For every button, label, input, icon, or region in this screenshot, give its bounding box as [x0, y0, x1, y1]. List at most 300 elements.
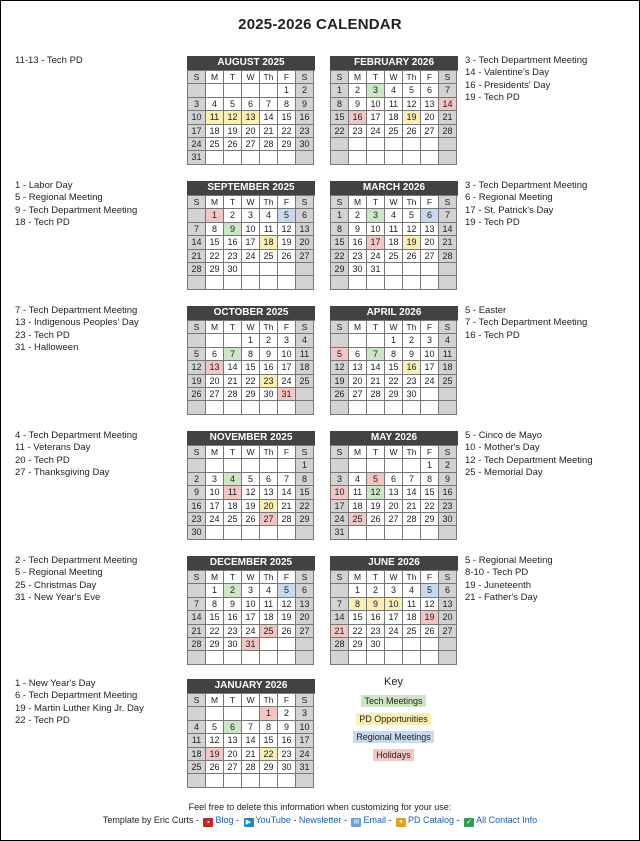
day-cell: 19: [421, 611, 439, 624]
day-cell: 14: [188, 611, 206, 624]
day-cell: 8: [206, 598, 224, 611]
day-cell: 11: [260, 598, 278, 611]
weekday-header: Th: [260, 321, 278, 334]
empty-cell: [439, 638, 457, 651]
blog-link[interactable]: Blog: [215, 815, 234, 825]
day-cell: 9: [367, 598, 385, 611]
day-cell: 19: [278, 611, 296, 624]
day-cell: 22: [421, 500, 439, 513]
empty-cell: [278, 459, 296, 472]
month-events: [465, 180, 640, 230]
day-cell: 18: [224, 500, 242, 513]
day-cell: 24: [188, 138, 206, 151]
event-item: 27 - Thanksgiving Day: [15, 467, 110, 479]
day-cell: 21: [439, 236, 457, 249]
day-cell: 3: [385, 584, 403, 597]
weekday-header: W: [242, 71, 260, 84]
day-cell: 12: [278, 598, 296, 611]
day-cell: 17: [278, 361, 296, 374]
day-cell: 6: [206, 348, 224, 361]
day-cell: 28: [260, 138, 278, 151]
day-cell: 24: [242, 625, 260, 638]
month-grid: [330, 570, 458, 665]
empty-cell: [224, 276, 242, 289]
weekday-header: F: [278, 571, 296, 584]
day-cell: 21: [439, 111, 457, 124]
month-grid: [330, 70, 458, 165]
month-grid: [187, 195, 315, 290]
empty-cell: [296, 651, 314, 664]
day-cell: 21: [260, 125, 278, 138]
empty-cell: [242, 707, 260, 720]
day-cell: 2: [224, 209, 242, 222]
empty-cell: [206, 651, 224, 664]
day-cell: 27: [224, 761, 242, 774]
month-events: [15, 678, 193, 728]
day-cell: 23: [403, 375, 421, 388]
month-events: [15, 180, 193, 230]
day-cell: 23: [439, 500, 457, 513]
day-cell: 22: [206, 625, 224, 638]
month-title: JUNE 2026: [330, 556, 458, 570]
day-cell: 3: [367, 84, 385, 97]
day-cell: 3: [242, 584, 260, 597]
empty-cell: [421, 276, 439, 289]
day-cell: 25: [385, 125, 403, 138]
day-cell: 16: [367, 611, 385, 624]
empty-cell: [296, 401, 314, 414]
day-cell: 10: [278, 348, 296, 361]
day-cell: 26: [367, 513, 385, 526]
month-title: JANUARY 2026: [187, 679, 315, 693]
month-events: [465, 55, 640, 105]
day-cell: 10: [242, 223, 260, 236]
page-title: 2025-2026 CALENDAR: [238, 16, 402, 33]
day-cell: 16: [260, 361, 278, 374]
day-cell: 30: [439, 513, 457, 526]
day-cell: 27: [439, 625, 457, 638]
youtube-link[interactable]: YouTube: [255, 815, 291, 825]
day-cell: 7: [278, 473, 296, 486]
day-cell: 14: [278, 486, 296, 499]
month-events: [465, 555, 640, 605]
weekday-header: T: [367, 71, 385, 84]
empty-cell: [385, 651, 403, 664]
day-cell: 4: [385, 84, 403, 97]
weekday-header: T: [224, 71, 242, 84]
weekday-header: S: [296, 694, 314, 707]
empty-cell: [260, 459, 278, 472]
day-cell: 24: [206, 513, 224, 526]
event-item: 18 - Tech PD: [15, 217, 70, 229]
day-cell: 20: [296, 611, 314, 624]
empty-cell: [421, 651, 439, 664]
empty-cell: [278, 651, 296, 664]
month-title: NOVEMBER 2025: [187, 431, 315, 445]
event-item: 12 - Tech Department Meeting: [465, 454, 593, 466]
day-cell: 22: [296, 500, 314, 513]
weekday-header: S: [188, 571, 206, 584]
weekday-header: W: [242, 321, 260, 334]
day-cell: 23: [188, 513, 206, 526]
empty-cell: [421, 638, 439, 651]
day-cell: 30: [260, 388, 278, 401]
day-cell: 18: [188, 748, 206, 761]
empty-cell: [206, 707, 224, 720]
empty-cell: [403, 276, 421, 289]
day-cell: 7: [439, 84, 457, 97]
separator: -: [293, 815, 297, 825]
empty-cell: [260, 526, 278, 539]
day-cell: 1: [278, 84, 296, 97]
day-cell: 16: [439, 486, 457, 499]
day-cell: 22: [206, 250, 224, 263]
day-cell: 26: [278, 250, 296, 263]
day-cell: 1: [260, 707, 278, 720]
day-cell: 8: [385, 348, 403, 361]
weekday-header: S: [439, 571, 457, 584]
day-cell: 8: [296, 473, 314, 486]
day-cell: 16: [349, 236, 367, 249]
weekday-header: T: [367, 571, 385, 584]
weekday-header: F: [278, 694, 296, 707]
month-calendar: [187, 306, 315, 415]
day-cell: 29: [278, 138, 296, 151]
day-cell: 2: [439, 459, 457, 472]
day-cell: 10: [331, 486, 349, 499]
day-cell: 13: [385, 486, 403, 499]
day-cell: 26: [403, 125, 421, 138]
empty-cell: [403, 638, 421, 651]
day-cell: 23: [278, 748, 296, 761]
empty-cell: [296, 276, 314, 289]
day-cell: 11: [260, 223, 278, 236]
contact-link[interactable]: All Contact Info: [476, 815, 538, 825]
weekday-header: M: [349, 321, 367, 334]
weekday-header: T: [224, 196, 242, 209]
day-cell: 30: [367, 638, 385, 651]
month-grid: [187, 693, 315, 788]
empty-cell: [260, 401, 278, 414]
day-cell: 30: [403, 388, 421, 401]
day-cell: 29: [242, 388, 260, 401]
day-cell: 28: [188, 263, 206, 276]
day-cell: 4: [260, 209, 278, 222]
day-cell: 3: [296, 707, 314, 720]
weekday-header: S: [331, 71, 349, 84]
empty-cell: [224, 459, 242, 472]
weekday-header: S: [331, 321, 349, 334]
day-cell: 14: [331, 611, 349, 624]
day-cell: 26: [278, 625, 296, 638]
day-cell: 4: [188, 721, 206, 734]
day-cell: 30: [224, 638, 242, 651]
day-cell: 30: [349, 263, 367, 276]
day-cell: 13: [224, 734, 242, 747]
empty-cell: [367, 151, 385, 164]
empty-cell: [403, 459, 421, 472]
day-cell: 12: [403, 98, 421, 111]
day-cell: 11: [385, 223, 403, 236]
day-cell: 11: [188, 734, 206, 747]
day-cell: 4: [296, 334, 314, 347]
weekday-header: M: [206, 694, 224, 707]
empty-cell: [260, 276, 278, 289]
month-grid: [187, 320, 315, 415]
day-cell: 26: [421, 625, 439, 638]
day-cell: 9: [349, 223, 367, 236]
day-cell: 5: [242, 473, 260, 486]
day-cell: 5: [224, 98, 242, 111]
weekday-header: S: [439, 321, 457, 334]
day-cell: 28: [439, 250, 457, 263]
day-cell: 19: [242, 500, 260, 513]
day-cell: 16: [349, 111, 367, 124]
event-item: 16 - Presidents' Day: [465, 79, 551, 91]
day-cell: 3: [278, 334, 296, 347]
empty-cell: [349, 276, 367, 289]
day-cell: 13: [421, 98, 439, 111]
empty-cell: [260, 651, 278, 664]
weekday-header: T: [224, 446, 242, 459]
day-cell: 19: [367, 500, 385, 513]
day-cell: 5: [278, 209, 296, 222]
day-cell: 11: [403, 598, 421, 611]
weekday-header: M: [206, 446, 224, 459]
day-cell: 27: [206, 388, 224, 401]
day-cell: 1: [385, 334, 403, 347]
empty-cell: [385, 401, 403, 414]
day-cell: 4: [260, 584, 278, 597]
event-item: 31 - New Year's Eve: [15, 592, 101, 604]
month-calendar: [187, 181, 315, 290]
day-cell: 25: [224, 513, 242, 526]
month-title: SEPTEMBER 2025: [187, 181, 315, 195]
footer-note: Feel free to delete this information when customizing for your use:: [188, 802, 452, 812]
day-cell: 27: [242, 138, 260, 151]
empty-cell: [278, 526, 296, 539]
day-cell: 9: [278, 721, 296, 734]
empty-cell: [385, 263, 403, 276]
empty-cell: [260, 84, 278, 97]
day-cell: 19: [331, 375, 349, 388]
pd-catalog-link[interactable]: PD Catalog: [408, 815, 455, 825]
empty-cell: [224, 151, 242, 164]
day-cell: 13: [242, 111, 260, 124]
empty-cell: [421, 526, 439, 539]
day-cell: 28: [224, 388, 242, 401]
day-cell: 1: [296, 459, 314, 472]
weekday-header: Th: [260, 71, 278, 84]
day-cell: 15: [260, 734, 278, 747]
day-cell: 9: [188, 486, 206, 499]
day-cell: 27: [260, 513, 278, 526]
weekday-header: T: [367, 196, 385, 209]
empty-cell: [224, 401, 242, 414]
day-cell: 24: [296, 748, 314, 761]
weekday-header: Th: [403, 71, 421, 84]
weekday-header: Th: [403, 446, 421, 459]
day-cell: 29: [349, 638, 367, 651]
day-cell: 13: [439, 598, 457, 611]
empty-cell: [206, 334, 224, 347]
day-cell: 30: [224, 263, 242, 276]
day-cell: 31: [188, 151, 206, 164]
event-item: 10 - Mother's Day: [465, 442, 540, 454]
empty-cell: [188, 651, 206, 664]
day-cell: 29: [296, 513, 314, 526]
day-cell: 29: [385, 388, 403, 401]
day-cell: 29: [421, 513, 439, 526]
weekday-header: S: [439, 71, 457, 84]
weekday-header: S: [188, 196, 206, 209]
empty-cell: [260, 638, 278, 651]
day-cell: 1: [206, 209, 224, 222]
day-cell: 22: [260, 748, 278, 761]
empty-cell: [242, 526, 260, 539]
empty-cell: [206, 276, 224, 289]
day-cell: 5: [367, 473, 385, 486]
empty-cell: [367, 401, 385, 414]
day-cell: 18: [260, 611, 278, 624]
day-cell: 3: [367, 209, 385, 222]
day-cell: 25: [385, 250, 403, 263]
empty-cell: [224, 84, 242, 97]
day-cell: 21: [331, 625, 349, 638]
empty-cell: [242, 401, 260, 414]
empty-cell: [439, 388, 457, 401]
day-cell: 4: [206, 98, 224, 111]
empty-cell: [242, 263, 260, 276]
day-cell: 16: [224, 611, 242, 624]
day-cell: 7: [403, 473, 421, 486]
event-item: 3 - Tech Department Meeting: [465, 55, 588, 66]
day-cell: 4: [439, 334, 457, 347]
day-cell: 10: [296, 721, 314, 734]
empty-cell: [421, 263, 439, 276]
empty-cell: [260, 774, 278, 787]
day-cell: 12: [188, 361, 206, 374]
month-calendar: [187, 56, 315, 165]
day-cell: 3: [331, 473, 349, 486]
day-cell: 10: [188, 111, 206, 124]
weekday-header: Th: [260, 196, 278, 209]
empty-cell: [278, 263, 296, 276]
weekday-header: M: [349, 71, 367, 84]
day-cell: 7: [367, 348, 385, 361]
month-events: [15, 305, 193, 355]
day-cell: 17: [367, 111, 385, 124]
weekday-header: M: [349, 571, 367, 584]
empty-cell: [349, 334, 367, 347]
weekday-header: W: [242, 694, 260, 707]
day-cell: 9: [224, 223, 242, 236]
day-cell: 4: [224, 473, 242, 486]
weekday-header: Th: [260, 446, 278, 459]
day-cell: 17: [331, 500, 349, 513]
weekday-header: W: [385, 196, 403, 209]
day-cell: 20: [296, 236, 314, 249]
month-title: MARCH 2026: [330, 181, 458, 195]
day-cell: 6: [421, 209, 439, 222]
day-cell: 18: [296, 361, 314, 374]
day-cell: 6: [224, 721, 242, 734]
day-cell: 10: [421, 348, 439, 361]
day-cell: 6: [242, 98, 260, 111]
day-cell: 1: [331, 84, 349, 97]
day-cell: 8: [421, 473, 439, 486]
day-cell: 3: [188, 98, 206, 111]
day-cell: 22: [331, 125, 349, 138]
day-cell: 12: [421, 598, 439, 611]
empty-cell: [439, 263, 457, 276]
day-cell: 11: [296, 348, 314, 361]
empty-cell: [296, 263, 314, 276]
month-title: APRIL 2026: [330, 306, 458, 320]
day-cell: 22: [242, 375, 260, 388]
day-cell: 6: [439, 584, 457, 597]
email-link[interactable]: Email: [363, 815, 386, 825]
day-cell: 2: [403, 334, 421, 347]
day-cell: 6: [349, 348, 367, 361]
empty-cell: [224, 707, 242, 720]
day-cell: 19: [403, 236, 421, 249]
event-item: 5 - Cinco de Mayo: [465, 430, 543, 441]
newsletter-link[interactable]: Newsletter: [298, 815, 342, 825]
day-cell: 19: [188, 375, 206, 388]
template-credit: Template by Eric Curts -: [102, 815, 199, 825]
day-cell: 10: [242, 598, 260, 611]
weekday-header: M: [206, 71, 224, 84]
empty-cell: [242, 84, 260, 97]
empty-cell: [367, 138, 385, 151]
day-cell: 18: [439, 361, 457, 374]
empty-cell: [439, 276, 457, 289]
empty-cell: [349, 526, 367, 539]
weekday-header: M: [206, 571, 224, 584]
day-cell: 13: [349, 361, 367, 374]
event-item: 5 - Easter: [465, 305, 507, 316]
empty-cell: [206, 84, 224, 97]
day-cell: 7: [242, 721, 260, 734]
day-cell: 17: [367, 236, 385, 249]
day-cell: 20: [421, 236, 439, 249]
day-cell: 17: [296, 734, 314, 747]
day-cell: 24: [331, 513, 349, 526]
day-cell: 11: [349, 486, 367, 499]
day-cell: 15: [385, 361, 403, 374]
month-grid: [187, 445, 315, 540]
weekday-header: S: [331, 446, 349, 459]
day-cell: 23: [296, 125, 314, 138]
month-events: [15, 430, 193, 480]
weekday-header: S: [188, 694, 206, 707]
weekday-header: W: [242, 571, 260, 584]
day-cell: 20: [224, 748, 242, 761]
day-cell: 28: [367, 388, 385, 401]
day-cell: 22: [331, 250, 349, 263]
weekday-header: S: [296, 196, 314, 209]
day-cell: 5: [331, 348, 349, 361]
empty-cell: [421, 151, 439, 164]
day-cell: 8: [260, 721, 278, 734]
event-item: 2 - Tech Department Meeting: [15, 555, 138, 566]
day-cell: 7: [439, 209, 457, 222]
day-cell: 8: [349, 598, 367, 611]
empty-cell: [260, 151, 278, 164]
day-cell: 23: [224, 250, 242, 263]
weekday-header: F: [421, 71, 439, 84]
